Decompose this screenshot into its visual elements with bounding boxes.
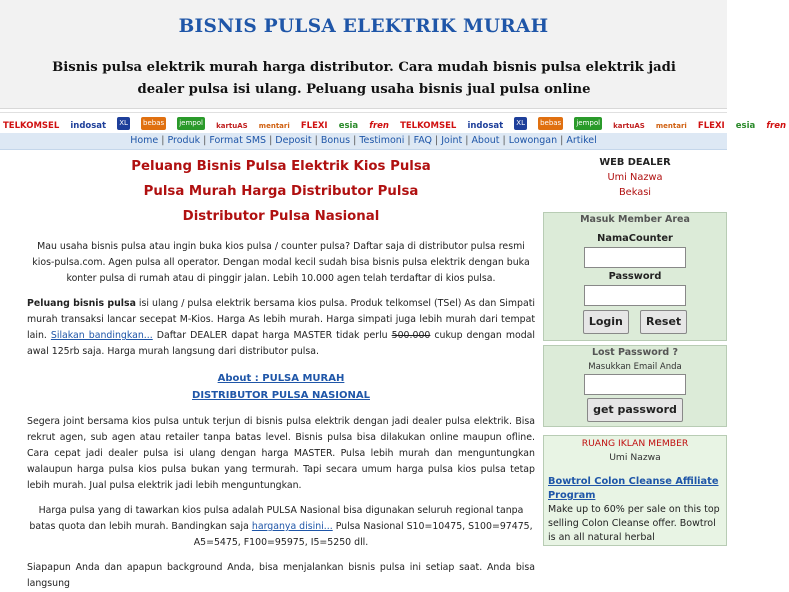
site-title: BISNIS PULSA ELEKTRIK MURAH — [178, 16, 549, 37]
harga-paragraph — [27, 503, 535, 551]
nav-produk[interactable]: Produk — [167, 135, 201, 146]
main-heading-1: Peluang Bisnis Pulsa Elektrik Kios Pulsa — [131, 159, 431, 174]
nav-artikel[interactable]: Artikel — [566, 135, 597, 146]
nav-joint[interactable]: Joint — [441, 135, 463, 146]
peluang-text-a: isi ulang / pulsa elektrik bersama kios pulsa. Produk telkomsel (TSel) As dan Simpati murah transaksi lancar secepat M-Kios. Harga As lebih murah. Harga simpati juga lebih murah dari tempat lain. — [27, 298, 535, 341]
nav-format-sms[interactable]: Format SMS — [209, 135, 267, 146]
peluang-text-c: cukup dengan modal awal 125rb saja. Harga murah langsung dari distributor pulsa. — [27, 330, 536, 357]
login-button[interactable]: Login — [583, 310, 629, 334]
logo-esia: esia — [338, 121, 359, 131]
web-dealer-block — [543, 155, 727, 200]
password-input[interactable] — [584, 285, 686, 306]
logo-bebas: bebas — [141, 117, 166, 130]
logo-xl: XL — [117, 117, 130, 130]
site-header — [0, 0, 727, 109]
nav-lowongan[interactable]: Lowongan — [508, 135, 558, 146]
nav-faq[interactable]: FAQ — [413, 135, 433, 146]
main-heading-2: Pulsa Murah Harga Distributor Pulsa — [143, 184, 419, 199]
namacounter-label: NamaCounter — [597, 233, 673, 244]
ad-description: Make up to 60% per sale on this top selling Colon Cleanse offer. Bowtrol is an all natural herbal — [548, 504, 720, 543]
intro-paragraph: Mau usaha bisnis pulsa atau ingin buka kios pulsa / counter pulsa? Daftar saja di distributor pulsa resmi kios-pulsa.com. Agen pulsa all operator. Dengan modal kecil sudah bisa bisnis pulsa elektrik dengan buka konter pulsa di rumah atau di pinggir jalan. Lebih 10.000 agen telah terdaftar di kios pulsa. — [32, 241, 530, 284]
logo-indosat: indosat — [70, 121, 107, 131]
peluang-bold: Peluang bisnis pulsa — [27, 298, 136, 309]
harga-text-a: Harga pulsa yang di tawarkan kios pulsa adalah PULSA Nasional bisa digunakan seluruh regional tanpa batas quota dan lebih murah. Bandingkan saja — [29, 505, 524, 532]
logo-indosat: indosat — [467, 121, 504, 131]
logo-fren: fren — [369, 121, 389, 131]
sidebar — [543, 150, 727, 545]
logo-telkomsel: TELKOMSEL — [400, 121, 457, 131]
web-dealer-name: Umi Nazwa — [607, 172, 663, 183]
ad-heading: RUANG IKLAN MEMBER — [581, 438, 689, 449]
lost-password-title: Lost Password ? — [591, 347, 679, 358]
about-link-1[interactable]: About : PULSA MURAH — [217, 373, 345, 384]
harga-link[interactable]: harganya disini... — [251, 521, 333, 532]
logo-telkomsel: TELKOMSEL — [3, 121, 60, 131]
ad-member-name: Umi Nazwa — [609, 452, 661, 463]
logo-kartuas: kartuAS — [216, 122, 248, 130]
logo-mentari: mentari — [655, 122, 687, 130]
member-login-box — [543, 212, 727, 341]
siapapun-paragraph: Siapapun Anda dan apapun background Anda, bisa menjalankan bisnis pulsa ini setiap saat. Anda bisa langsung — [27, 562, 535, 589]
nav-about[interactable]: About — [471, 135, 500, 146]
namacounter-input[interactable] — [584, 247, 686, 268]
nav-home[interactable]: Home — [130, 135, 159, 146]
reset-button[interactable]: Reset — [640, 310, 687, 334]
lost-password-box — [543, 345, 727, 427]
joint-paragraph: Segera joint bersama kios pulsa untuk terjun di bisnis pulsa elektrik dengan jadi dealer pulsa elektrik. Bisa rekrut agen, sub agen atau retailer tanpa batas level. Bisnis pulsa bisa dilakukan online maupun ofline. Cara cepat jadi dealer pulsa isi ulang dengan harga MASTER. Pulsa lebih murah dan menguntungkan walaupun harga pulsa kios pulsa bukan yang termurah. Tapi secara umum harga pulsa kios pulsa tetap lebih murah. Jual pulsa elektrik jadi lebih menguntungkan. — [27, 416, 535, 491]
member-area-title: Masuk Member Area — [580, 214, 690, 225]
main-content — [27, 150, 536, 589]
logo-jempol: jempol — [574, 117, 602, 130]
peluang-text-b: Daftar DEALER dapat harga MASTER tidak perlu — [152, 330, 392, 341]
nav-deposit[interactable]: Deposit — [275, 135, 312, 146]
site-tagline: Bisnis pulsa elektrik murah harga distributor. Cara mudah bisnis pulsa elektrik jadi dealer pulsa isi ulang. Peluang usaha bisnis jual pulsa online — [52, 60, 676, 97]
nav-bonus[interactable]: Bonus — [320, 135, 351, 146]
old-price: 500.000 — [391, 330, 431, 341]
logo-flexi: FLEXI — [697, 121, 725, 131]
main-heading-3: Distributor Pulsa Nasional — [182, 209, 380, 224]
password-label: Password — [608, 271, 662, 282]
compare-link[interactable]: Silakan bandingkan... — [50, 330, 153, 341]
web-dealer-city: Bekasi — [618, 187, 652, 198]
logo-bebas: bebas — [538, 117, 563, 130]
member-ad-box — [543, 435, 727, 546]
top-nav: Home | Produk | Format SMS | Deposit | Bonus | Testimoni | FAQ | Joint | About | Lowongan | Artikel — [0, 133, 727, 150]
logo-esia: esia — [735, 121, 756, 131]
web-dealer-title: WEB DEALER — [599, 157, 671, 168]
harga-text-b: Pulsa Nasional S10=10475, S100=97475, A5=5475, F100=95975, I5=5250 dll. — [193, 521, 533, 548]
lost-email-input[interactable] — [584, 374, 686, 395]
peluang-paragraph — [27, 296, 535, 360]
operator-logo-strip — [0, 112, 787, 134]
email-label: Masukkan Email Anda — [588, 362, 682, 372]
ad-title-link[interactable]: Bowtrol Colon Cleanse Affiliate Program — [548, 476, 719, 501]
get-password-button[interactable]: get password — [587, 398, 683, 422]
logo-jempol: jempol — [177, 117, 205, 130]
logo-kartuas: kartuAS — [613, 122, 645, 130]
logo-flexi: FLEXI — [300, 121, 328, 131]
logo-mentari: mentari — [258, 122, 290, 130]
about-link-2[interactable]: DISTRIBUTOR PULSA NASIONAL — [192, 390, 370, 401]
logo-fren: fren — [766, 121, 787, 131]
logo-xl: XL — [514, 117, 527, 130]
nav-testimoni[interactable]: Testimoni — [359, 135, 405, 146]
